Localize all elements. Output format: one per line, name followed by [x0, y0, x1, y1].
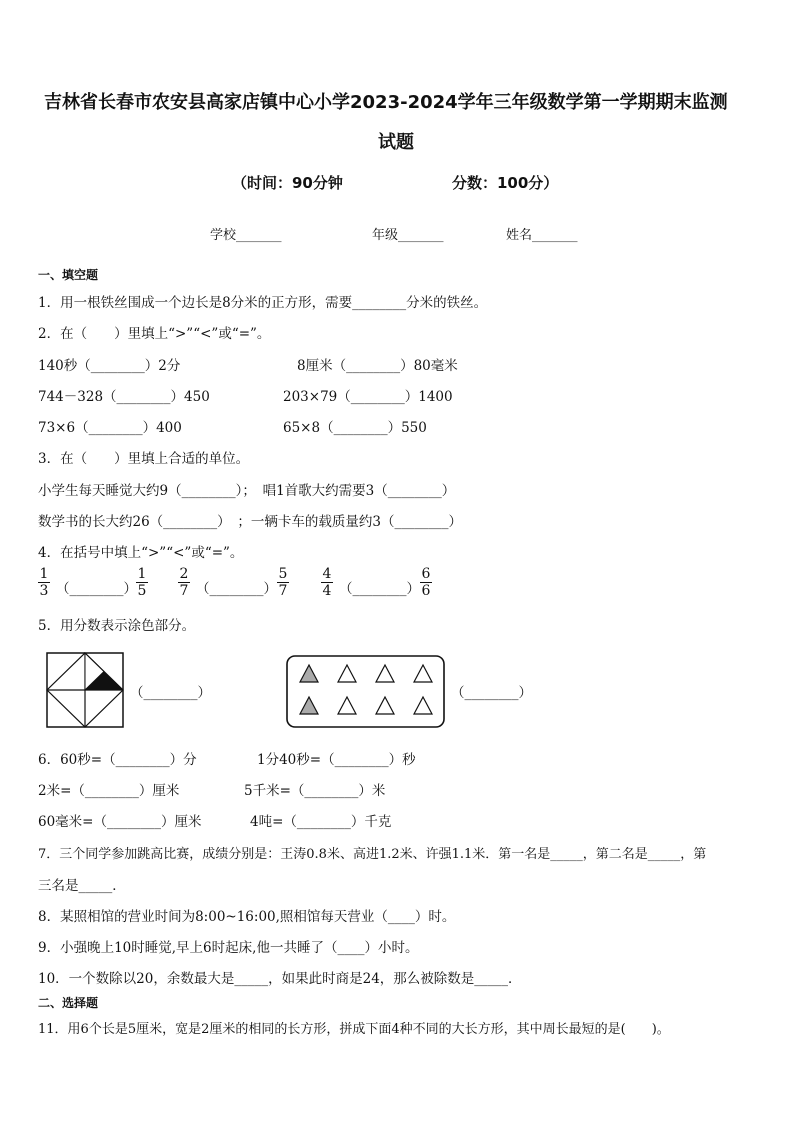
fraction-1-3 [38, 566, 50, 599]
time-label: （时间：90分钟 [232, 174, 343, 192]
section-heading-fill: 一、填空题 [38, 268, 99, 282]
fraction-numerator: 2 [179, 566, 189, 582]
fraction-2-7 [178, 566, 190, 599]
question-5-stem: 5．用分数表示涂色部分。 [38, 618, 196, 634]
question-7-line2: 三名是_____． [38, 878, 126, 894]
question-1: 1．用一根铁丝围成一个边长是8分米的正方形，需要________分米的铁丝。 [38, 295, 488, 311]
fraction-numerator: 1 [39, 566, 49, 582]
square-figure [46, 652, 124, 728]
q6-row3-right: 4吨=（________）千克 [250, 814, 392, 830]
fraction-numerator: 4 [322, 566, 332, 582]
fraction-denominator: 5 [137, 583, 147, 599]
fraction-numerator: 1 [137, 566, 147, 582]
q6-row2-right: 5千米=（________）米 [244, 783, 386, 799]
fraction-1-5 [136, 566, 148, 599]
name-field: 姓名_______ [506, 228, 578, 243]
question-2-stem: 2．在（ ）里填上“>”“<”或“=”。 [38, 326, 271, 342]
fraction-6-6 [420, 566, 432, 599]
section-heading-choice: 二、选择题 [38, 996, 99, 1010]
question-3-stem: 3．在（ ）里填上合适的单位。 [38, 451, 250, 467]
q6-row1-left: 6．60秒=（________）分 [38, 752, 197, 768]
q2-row2-left: 744－328（________）450 [38, 389, 210, 405]
fraction-denominator: 7 [179, 583, 189, 599]
question-8: 8．某照相馆的营业时间为8:00~16:00,照相馆每天营业（____）时。 [38, 909, 456, 925]
fraction-5-7 [277, 566, 289, 599]
triangle-box-figure [286, 655, 446, 729]
q6-row2-left: 2米=（________）厘米 [38, 783, 180, 799]
fraction-denominator: 6 [421, 583, 431, 599]
q4-blank-2: （________） [196, 581, 277, 597]
score-label: 分数：100分） [452, 174, 559, 192]
q6-row1-right: 1分40秒=（________）秒 [257, 752, 416, 768]
q3-row1: 小学生每天睡觉大约9（________）； 唱1首歌大约需要3（________） [38, 483, 456, 499]
q5-blank-1: （________） [130, 685, 211, 701]
title-line-1: 吉林省长春市农安县高家店镇中心小学2023-2024学年三年级数学第一学期期末监测 [44, 92, 728, 113]
q2-row3-right: 65×8（________）550 [283, 420, 427, 436]
q3-row2: 数学书的长大约26（________） ；一辆卡车的载质量约3（________） [38, 514, 463, 530]
q2-row1-left: 140秒（________）2分 [38, 358, 181, 374]
q4-blank-3: （________） [339, 581, 420, 597]
q2-row1-right: 8厘米（________）80毫米 [297, 358, 458, 374]
fraction-numerator: 5 [278, 566, 288, 582]
q4-blank-1: （________） [56, 581, 137, 597]
q5-blank-2: （________） [451, 685, 532, 701]
grade-field: 年级_______ [372, 228, 444, 243]
fraction-denominator: 3 [39, 583, 49, 599]
title-line-2: 试题 [378, 132, 414, 153]
question-10: 10．一个数除以20，余数最大是_____，如果此时商是24，那么被除数是_____． [38, 971, 522, 987]
school-field: 学校_______ [210, 228, 282, 243]
question-11: 11．用6个长是5厘米，宽是2厘米的相同的长方形，拼成下面4种不同的大长方形，其中周长最短的是( )。 [38, 1022, 670, 1037]
fraction-denominator: 7 [278, 583, 288, 599]
fraction-4-4 [321, 566, 333, 599]
question-7-line1: 7．三个同学参加跳高比赛，成绩分别是：王涛0.8米、高进1.2米、许强1.1米．第一名是_____，第二名是_____，第 [38, 847, 707, 862]
question-4-stem: 4．在括号中填上“>”“<”或“=”。 [38, 545, 244, 561]
q2-row3-left: 73×6（________）400 [38, 420, 182, 436]
q2-row2-right: 203×79（________）1400 [283, 389, 453, 405]
fraction-numerator: 6 [421, 566, 431, 582]
q6-row3-left: 60毫米=（________）厘米 [38, 814, 202, 830]
question-9: 9．小强晚上10时睡觉,早上6时起床,他一共睡了（____）小时。 [38, 940, 419, 956]
fraction-denominator: 4 [322, 583, 332, 599]
